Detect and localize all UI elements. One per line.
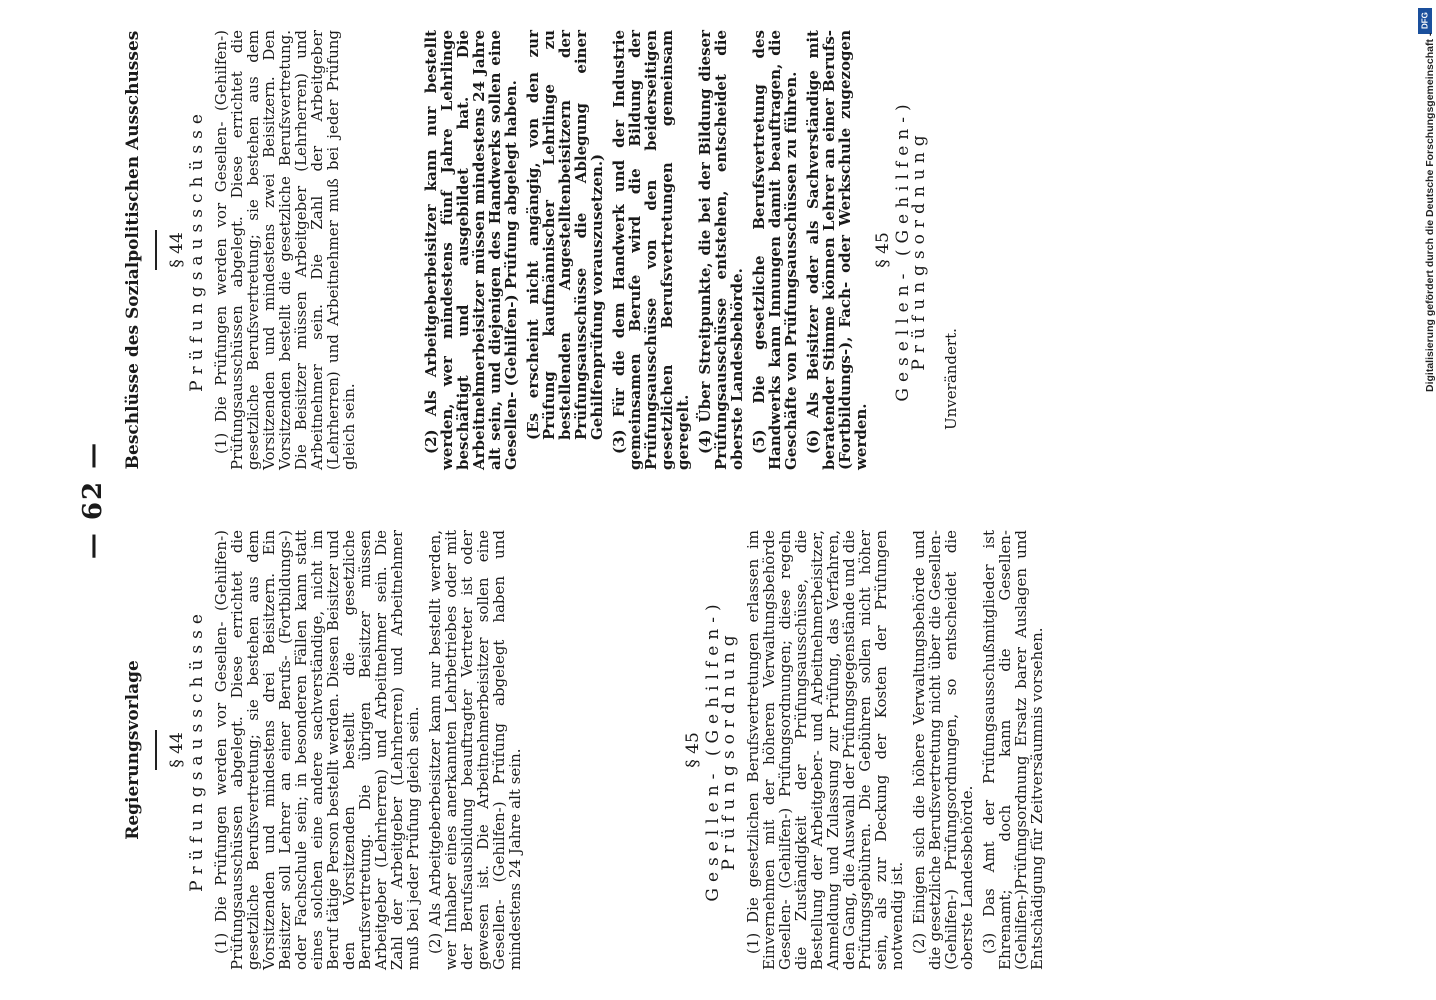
header-rule xyxy=(155,230,157,270)
header-rule xyxy=(155,730,157,770)
right-column xyxy=(125,30,965,470)
paragraph: (5) Die gesetzliche Berufsvertretung des Handwerks kann Innungen damit beauftragen, die Geschäfte von Prüfungsausschüssen zu führen. xyxy=(750,30,800,470)
right-column-header: Beschlüsse des Sozialpolitischen Ausschusses xyxy=(123,30,143,470)
rotated-document-page xyxy=(70,10,1370,990)
paragraph: (3) Das Amt der Prüfungsausschußmitglieder ist Ehrenamt; doch kann die Gesellen-(Gehilfen-)Prüfungsordnung Ersatz barer Auslagen und Entschädigung für Zeitversäumnis vorsehen. xyxy=(980,530,1046,970)
section-title: Gesellen- (Gehilfen-) Prüfungsordnung xyxy=(893,98,929,402)
digitization-credit-sidebar xyxy=(1410,0,1436,1000)
section-title: Prüfungsausschüsse xyxy=(187,608,207,892)
paragraph: (1) Die Prüfungen werden vor Gesellen- (Gehilfen-) Prüfungsausschüssen abgelegt. Diese errichtet die gesetzliche Berufsvertretung; sie bestehen aus dem Vorsitzenden und mindestens zwei Beisitzern. Den Vorsitzenden bestellt die gesetzliche Berufsvertretung. Die Beisitzer müssen Arbeitgeber (Lehrherren) und Arbeitnehmer sein. Die Zahl der Arbeitgeber (Lehrherren) und Arbeitnehmer muß bei jeder Prüfung gleich sein. xyxy=(212,30,358,470)
dfg-logo-icon: DFG xyxy=(1418,8,1432,34)
paragraph-note: (Es erscheint nicht angängig, von den zur Prüfung kaufmännischer Lehrlinge zu bestellenden Angestelltenbeisitzern der Prüfungsausschüsse die Ablegung einer Gehilfenprüfung vorauszusetzen.) xyxy=(524,30,606,440)
paragraph: (3) Für die dem Handwerk und der Industrie gemeinsamen Berufe wird die Bildung der Prüfungsausschüsse von den beiderseitigen gesetzlichen Berufsvertretungen gemeinsam geregelt. xyxy=(610,30,692,470)
section-number: § 45 xyxy=(873,232,893,268)
digitization-credit-text: Digitalisierung gefördert durch die Deutsche Forschungsgemeinschaft - xyxy=(1424,32,1436,392)
section-number: § 45 xyxy=(683,732,703,768)
page-number: — 62 — xyxy=(78,440,108,560)
paragraph: Unverändert. xyxy=(942,328,960,430)
paragraph: (2) Als Arbeitgeberbeisitzer kann nur bestellt werden, wer mindestens fünf Jahre Lehrlinge beschäftigt und ausgebildet hat. Die Arbeitnehmerbeisitzer müssen mindestens 24 Jahre alt sein, und diejenigen des Handwerks sollen eine Gesellen- (Gehilfen-) Prüfung abgelegt haben. xyxy=(422,30,520,470)
paragraph: (2) Als Arbeitgeberbeisitzer kann nur bestellt werden, wer Inhaber eines anerkannten Lehrbetriebes oder mit der Berufsausbildung beauftragter Vertreter ist oder gewesen ist. Die Arbeitnehmerbeisitzer sollen eine Gesellen- (Gehilfen-) Prüfung abgelegt haben und mindestens 24 Jahre alt sein. xyxy=(426,530,524,970)
paragraph: (6) Als Beisitzer oder als Sachverständige mit beratender Stimme können Lehrer an einer Berufs- (Fortbildungs-), Fach- oder Werkschule zugezogen werden. xyxy=(804,30,870,470)
section-title: Prüfungsausschüsse xyxy=(187,108,207,392)
paragraph: (2) Einigen sich die höhere Verwaltungsbehörde und die gesetzliche Berufsvertretung nicht über die Gesellen- (Gehilfen-) Prüfungsordnungen, so entscheidet die oberste Landesbehörde. xyxy=(910,530,976,970)
section-title: Gesellen- (Gehilfen-) Prüfungsordnung xyxy=(703,598,739,902)
section-number: § 44 xyxy=(167,732,187,768)
paragraph: (1) Die gesetzlichen Berufsvertretungen erlassen im Einvernehmen mit der höheren Verwaltungsbehörde Gesellen- (Gehilfen-) Prüfungsordnungen; diese regeln die Zuständigkeit der Prüfungsausschüsse, die Bestellung der Arbeitgeber- und Arbeitnehmerbeisitzer, Anmeldung und Zulassung zur Prüfung, das Verfahren, den Gang, die Auswahl der Prüfungsgegenstände und die Prüfungsgebühren. Die Gebühren sollen nicht höher sein, als zur Deckung der Kosten der Prüfungen notwendig ist. xyxy=(744,530,906,970)
left-column-header: Regierungsvorlage xyxy=(123,660,143,840)
paragraph: (4) Über Streitpunkte, die bei der Bildung dieser Prüfungsausschüsse entstehen, entscheidet die oberste Landesbehörde. xyxy=(696,30,746,470)
left-column xyxy=(125,530,1051,970)
section-number: § 44 xyxy=(167,232,187,268)
paragraph: (1) Die Prüfungen werden vor Gesellen- (Gehilfen-) Prüfungsausschüssen abgelegt. Diese errichtet die gesetzliche Berufsvertretung; sie bestehen aus dem Vorsitzenden und mindestens drei Beisitzern. Ein Beisitzer soll Lehrer an einer Berufs- (Fortbildungs-) oder Fachschule sein; in besonderen Fällen kann statt eines solchen eine andere sachverständige, nicht im Beruf tätige Person bestellt werden. Diesen Beisitzer und den Vorsitzenden bestellt die gesetzliche Berufsvertretung. Die übrigen Beisitzer müssen Arbeitgeber (Lehrherren) und Arbeitnehmer sein. Die Zahl der Arbeitgeber (Lehrherren) und Arbeitnehmer muß bei jeder Prüfung gleich sein. xyxy=(212,530,422,970)
